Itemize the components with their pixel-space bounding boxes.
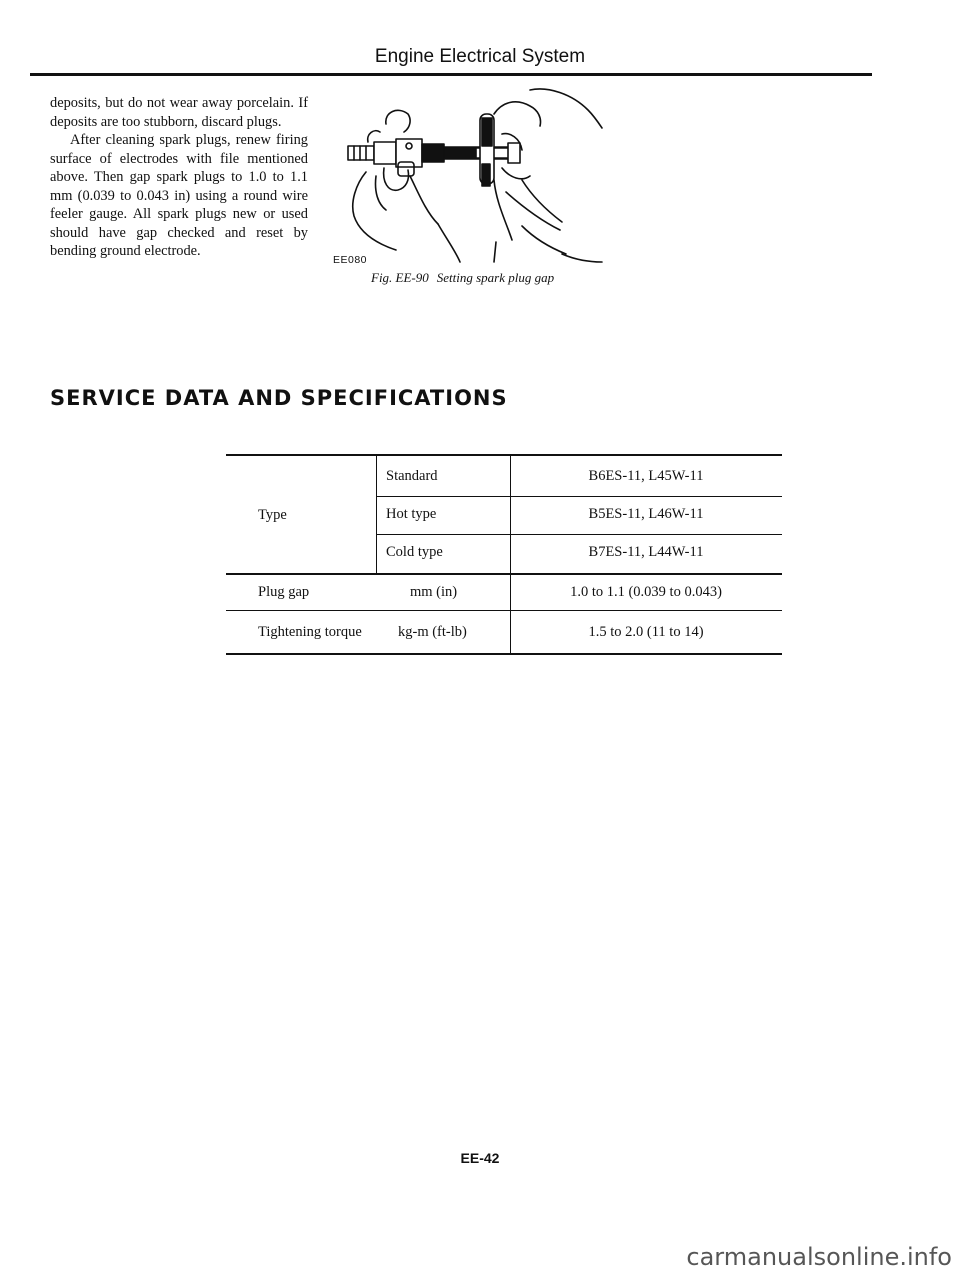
spec-row-value: B6ES-11, L45W-11 xyxy=(588,468,704,484)
page-number: EE-42 xyxy=(460,1150,500,1166)
table-rule xyxy=(226,610,782,611)
figure-caption xyxy=(371,270,554,286)
spec-row-label: Standard xyxy=(386,468,438,484)
plug-gap-label: Plug gap xyxy=(258,584,310,600)
table-rule xyxy=(376,496,782,497)
spec-row-label: Hot type xyxy=(386,506,437,522)
spec-table xyxy=(226,454,782,656)
figure-code: EE080 xyxy=(333,254,368,266)
header-rule xyxy=(30,73,872,76)
figure-number: Fig. EE-90 xyxy=(371,270,429,285)
watermark: carmanualsonline.info xyxy=(686,1243,952,1271)
torque-label: Tightening torque xyxy=(258,624,362,640)
table-rule xyxy=(376,534,782,535)
table-rule-top xyxy=(226,454,782,456)
table-column-divider xyxy=(376,454,377,574)
table-rule xyxy=(226,573,782,575)
spec-row-value: B5ES-11, L46W-11 xyxy=(588,506,704,522)
body-paragraph: deposits, but do not wear away porcelain. If deposits are too stubborn, discard plugs. xyxy=(50,95,308,130)
section-heading: SERVICE DATA AND SPECIFICATIONS xyxy=(50,386,508,410)
figure-caption-text: Setting spark plug gap xyxy=(436,270,555,285)
plug-gap-value: 1.0 to 1.1 (0.039 to 0.043) xyxy=(570,584,722,600)
body-paragraph: After cleaning spark plugs, renew firing surface of electrodes with file mentioned above. Then gap spark plugs to 1.0 to 1.1 mm (0.039 to 0.043 in) using a round wire feeler gauge. All spark plugs new or used should have gap checked and reset by bending ground electrode. xyxy=(50,132,308,259)
body-text xyxy=(50,94,308,261)
type-label: Type xyxy=(258,507,287,523)
torque-unit: kg-m (ft-lb) xyxy=(398,624,467,640)
spark-plug-gap-illustration xyxy=(326,84,606,284)
page-header-title: Engine Electrical System xyxy=(374,46,586,67)
plug-gap-unit: mm (in) xyxy=(410,584,458,600)
spec-row-value: B7ES-11, L44W-11 xyxy=(588,544,704,560)
spec-row-label: Cold type xyxy=(386,544,443,560)
torque-value: 1.5 to 2.0 (11 to 14) xyxy=(588,624,704,640)
table-rule-bottom xyxy=(226,653,782,655)
